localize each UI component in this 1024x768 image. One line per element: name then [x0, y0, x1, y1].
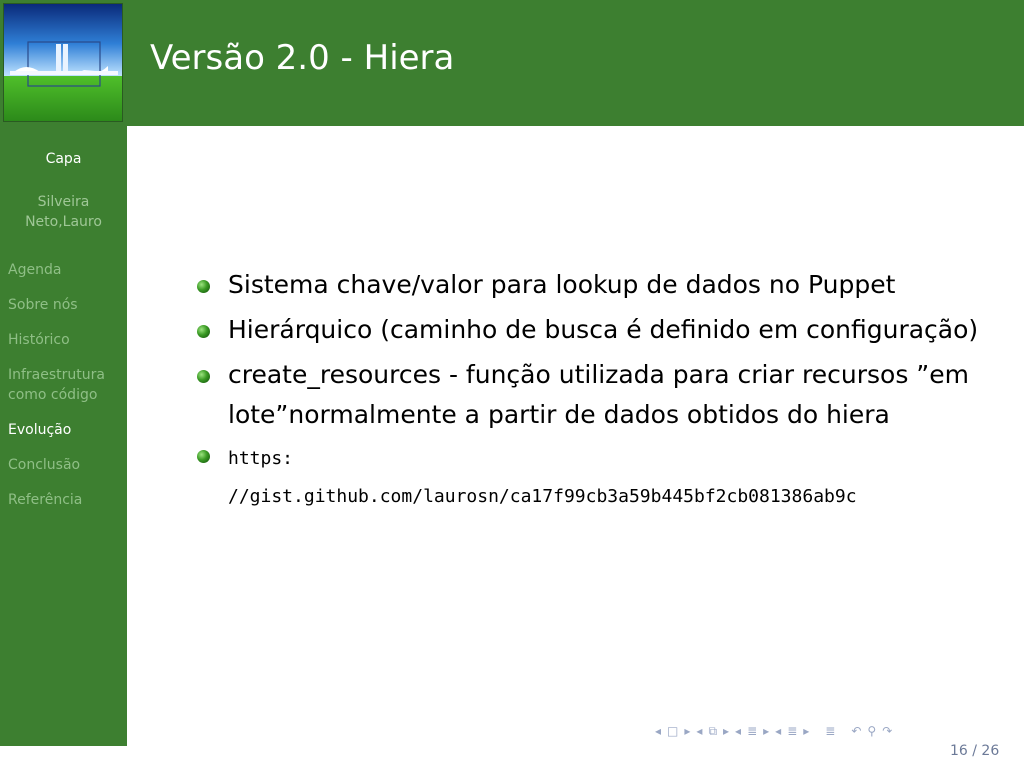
sidebar-item-historico[interactable]: Histórico	[8, 332, 70, 348]
forward-icon[interactable]: ↷	[882, 724, 893, 738]
page-number: 16 / 26	[950, 743, 1000, 759]
bullet-item	[195, 310, 995, 350]
subsection-icon[interactable]: ⧉	[708, 723, 718, 738]
bullet-text: Sistema chave/valor para lookup de dados no Puppet	[228, 270, 896, 299]
slide-title: Versão 2.0 - Hiera	[150, 38, 455, 78]
sidebar-item-sobre-nos[interactable]: Sobre nós	[8, 297, 78, 313]
sidebar-item-referencia[interactable]: Referência	[8, 492, 83, 508]
logo-image	[3, 3, 123, 122]
bullet-text: create_resources - função utilizada para criar recursos ”em lote”normalmente a partir de dados obtidos do hiera	[228, 360, 969, 429]
sidebar-item-agenda[interactable]: Agenda	[8, 262, 62, 278]
bullet-item-link[interactable]	[195, 440, 995, 516]
prev-section-icon[interactable]: ◂	[735, 724, 742, 738]
author-line-1: Silveira	[37, 194, 90, 210]
next-frame-icon[interactable]: ▸	[684, 724, 691, 738]
part-icon[interactable]: ≣	[787, 724, 798, 738]
link-line-1[interactable]: https:	[228, 448, 294, 469]
prev-part-icon[interactable]: ◂	[775, 724, 782, 738]
toc-icon[interactable]: ≣	[825, 724, 836, 738]
bullet-ball-icon	[197, 280, 210, 293]
search-icon[interactable]: ⚲	[867, 724, 877, 738]
bullet-ball-icon	[197, 450, 210, 463]
bullet-text: Hierárquico (caminho de busca é definido em configuração)	[228, 315, 979, 344]
next-section-icon[interactable]: ▸	[763, 724, 770, 738]
bullet-item	[195, 355, 995, 435]
frame-icon[interactable]: □	[667, 724, 679, 738]
prev-subsection-icon[interactable]: ◂	[696, 724, 703, 738]
author-line-2: Neto,Lauro	[25, 214, 102, 230]
beamer-navigation-bar	[655, 722, 898, 740]
bullet-item	[195, 265, 995, 305]
sidebar-item-conclusao[interactable]: Conclusão	[8, 457, 81, 473]
next-subsection-icon[interactable]: ▸	[723, 724, 730, 738]
section-icon[interactable]: ≣	[747, 724, 758, 738]
sidebar-item-infraestrutura[interactable]: Infraestrutura como código	[8, 367, 105, 403]
sidebar-author[interactable]	[0, 192, 127, 232]
prev-frame-icon[interactable]: ◂	[655, 724, 662, 738]
slide-header	[0, 0, 1024, 126]
link-line-2[interactable]: //gist.github.com/laurosn/ca17f99cb3a59b445bf2cb081386ab9c	[228, 486, 857, 507]
next-part-icon[interactable]: ▸	[803, 724, 810, 738]
slide-content	[195, 265, 995, 521]
sidebar-nav	[8, 260, 123, 525]
bullet-ball-icon	[197, 370, 210, 383]
bullet-ball-icon	[197, 325, 210, 338]
sidebar-title-link[interactable]: Capa	[45, 151, 82, 167]
sidebar-item-evolucao[interactable]: Evolução	[8, 422, 72, 438]
sidebar	[0, 126, 127, 746]
back-icon[interactable]: ↶	[851, 724, 862, 738]
